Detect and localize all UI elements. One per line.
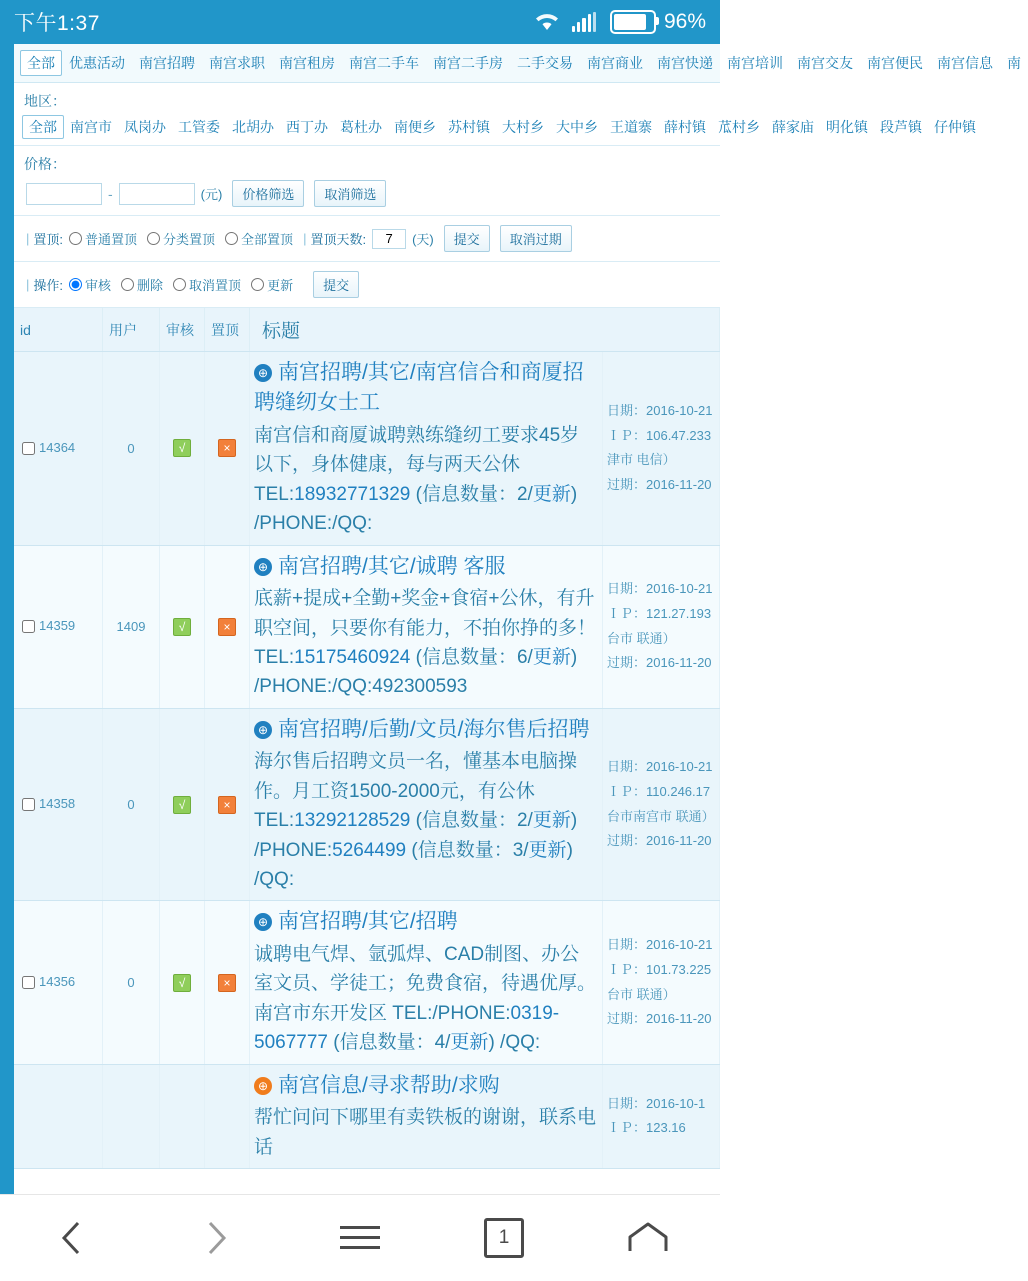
globe-icon: ⊕ bbox=[254, 364, 272, 382]
nav-tab-8[interactable]: 南宫商业 bbox=[587, 55, 643, 71]
top-option-radio-1[interactable] bbox=[147, 232, 160, 245]
table-row[interactable] bbox=[14, 1064, 720, 1168]
region-chip-17[interactable]: 仔仲镇 bbox=[934, 119, 976, 135]
menu-icon[interactable] bbox=[312, 1208, 408, 1268]
region-filter-block bbox=[14, 83, 976, 146]
globe-icon: ⊕ bbox=[254, 913, 272, 931]
listing-category-title[interactable] bbox=[254, 358, 598, 419]
cell-user bbox=[103, 1064, 160, 1168]
row-id-label: 14359 bbox=[39, 618, 76, 634]
meta-line-2: 津市 电信） bbox=[607, 452, 676, 468]
desc-part-4: ) /PHONE:/QQ: bbox=[254, 483, 578, 535]
nav-tab-4[interactable]: 南宫租房 bbox=[279, 55, 335, 71]
desc-part-4: ) /QQ: bbox=[488, 1032, 541, 1054]
region-chip-4[interactable]: 北胡办 bbox=[232, 119, 274, 135]
region-chip-14[interactable]: 薛家庙 bbox=[772, 119, 814, 135]
operation-label-0: 审核 bbox=[85, 278, 112, 293]
cell-meta bbox=[603, 708, 720, 901]
desc-part-2: (信息数量：6/ bbox=[410, 646, 533, 668]
meta-line-3: 过期：2016-11-20 bbox=[607, 833, 712, 849]
globe-icon: ⊕ bbox=[254, 721, 272, 739]
meta-line-0: 日期：2016-10-21 bbox=[607, 402, 713, 418]
operation-label-3: 更新 bbox=[267, 278, 294, 293]
cell-user: 0 bbox=[103, 352, 160, 546]
globe-icon: ⊕ bbox=[254, 558, 272, 576]
nav-tab-11[interactable]: 南宫交友 bbox=[797, 55, 853, 71]
region-chip-5[interactable]: 西丁办 bbox=[286, 119, 328, 135]
cell-content bbox=[250, 352, 603, 546]
region-chip-3[interactable]: 工管委 bbox=[178, 119, 220, 135]
operation-radio-1[interactable] bbox=[121, 278, 134, 291]
cell-user: 0 bbox=[103, 708, 160, 901]
nav-tab-9[interactable]: 南宫快递 bbox=[657, 55, 713, 71]
back-icon[interactable] bbox=[24, 1208, 120, 1268]
listing-category-text: 南宫招聘/其它/诚聘 客服 bbox=[278, 554, 506, 578]
region-chip-1[interactable]: 南宫市 bbox=[70, 119, 112, 135]
header-top: 置顶 bbox=[205, 308, 250, 352]
meta-line-1: ＩＰ：123.16 bbox=[607, 1120, 686, 1136]
operation-option-3[interactable] bbox=[251, 275, 293, 294]
battery-icon bbox=[610, 10, 656, 34]
row-id-label: 14358 bbox=[39, 796, 76, 812]
cell-meta bbox=[603, 901, 720, 1064]
listing-table-head bbox=[14, 308, 720, 352]
listing-category-title[interactable] bbox=[254, 715, 598, 745]
operation-radio-3[interactable] bbox=[251, 278, 264, 291]
desc-part-1[interactable]: 0319-5067777 bbox=[254, 1002, 560, 1054]
top-option-2[interactable] bbox=[225, 229, 293, 248]
region-label: 地区： bbox=[24, 93, 66, 109]
cell-top[interactable] bbox=[205, 352, 250, 546]
browser-bottom-nav bbox=[0, 1194, 720, 1281]
top-option-label-2: 全部置顶 bbox=[241, 232, 294, 247]
top-days-label: 置顶天数: bbox=[310, 232, 367, 247]
top-option-radio-0[interactable] bbox=[69, 232, 82, 245]
operation-section-label: 操作: bbox=[33, 278, 64, 293]
listing-table-body bbox=[14, 352, 720, 1169]
wifi-icon bbox=[534, 12, 560, 32]
top-option-radio-2[interactable] bbox=[225, 232, 238, 245]
listing-category-text: 南宫招聘/其它/招聘 bbox=[278, 910, 458, 934]
top-days-unit: (天) bbox=[412, 232, 434, 247]
top-days-input[interactable] bbox=[372, 229, 406, 249]
top-cancel-icon[interactable]: × bbox=[218, 796, 236, 814]
table-row[interactable] bbox=[14, 708, 720, 901]
cell-top[interactable] bbox=[205, 545, 250, 708]
top-setting-row bbox=[22, 222, 712, 255]
cell-content bbox=[250, 1064, 603, 1168]
desc-part-1[interactable]: 18932771329 bbox=[294, 483, 411, 505]
top-setting-block bbox=[14, 216, 720, 262]
cell-id bbox=[14, 1064, 103, 1168]
listing-description bbox=[254, 584, 598, 702]
divider-bar-3: | bbox=[26, 277, 30, 292]
desc-part-3[interactable]: 更新 bbox=[450, 1032, 489, 1054]
desc-part-6: (信息数量：3/ bbox=[406, 839, 529, 861]
top-cancel-icon[interactable]: × bbox=[218, 974, 236, 992]
check-ok-icon[interactable]: √ bbox=[173, 796, 191, 814]
desc-part-0: 南宫信和商厦诚聘熟练缝纫工要求45岁以下，身体健康，每与两天公休 TEL: bbox=[254, 424, 580, 505]
listing-description bbox=[254, 940, 598, 1058]
cell-content bbox=[250, 901, 603, 1064]
meta-line-0: 日期：2016-10-21 bbox=[607, 759, 713, 775]
operation-label-1: 删除 bbox=[137, 278, 164, 293]
nav-tab-3[interactable]: 南宫求职 bbox=[209, 55, 265, 71]
region-chip-6[interactable]: 葛杜办 bbox=[340, 119, 382, 135]
desc-part-1[interactable]: 13292128529 bbox=[294, 810, 411, 832]
cell-top[interactable] bbox=[205, 901, 250, 1064]
forward-icon[interactable] bbox=[168, 1208, 264, 1268]
cell-meta bbox=[603, 352, 720, 546]
operation-option-1[interactable] bbox=[121, 275, 163, 294]
operation-radio-0[interactable] bbox=[69, 278, 82, 291]
battery-percent: 96% bbox=[663, 10, 706, 33]
listing-category-title[interactable] bbox=[254, 1071, 598, 1101]
meta-line-3: 过期：2016-11-20 bbox=[607, 1011, 712, 1027]
price-cancel-filter-button[interactable]: 取消筛选 bbox=[314, 180, 386, 207]
operation-radio-2[interactable] bbox=[173, 278, 186, 291]
nav-tab-14[interactable]: 南 bbox=[1007, 55, 1021, 71]
header-check: 审核 bbox=[160, 308, 205, 352]
desc-part-3[interactable]: 更新 bbox=[532, 646, 571, 668]
listing-description bbox=[254, 421, 598, 539]
meta-line-0: 日期：2016-10-21 bbox=[607, 581, 713, 597]
row-id-label: 14356 bbox=[39, 973, 76, 989]
divider-bar: | bbox=[26, 231, 30, 246]
listing-category-title[interactable] bbox=[254, 907, 598, 937]
top-option-label-1: 分类置顶 bbox=[163, 232, 216, 247]
tab-count-label: 1 bbox=[484, 1218, 524, 1258]
listing-description bbox=[254, 1103, 598, 1162]
desc-part-0: 帮忙问问下哪里有卖铁板的谢谢，联系电话 bbox=[254, 1107, 597, 1158]
top-cancel-icon[interactable]: × bbox=[218, 439, 236, 457]
cell-id bbox=[14, 545, 103, 708]
top-submit-button[interactable]: 提交 bbox=[444, 225, 490, 252]
desc-part-2: (信息数量：2/ bbox=[410, 810, 533, 832]
cell-content bbox=[250, 708, 603, 901]
nav-tab-6[interactable]: 南宫二手房 bbox=[433, 55, 503, 71]
check-ok-icon[interactable]: √ bbox=[173, 439, 191, 457]
tab-count-button[interactable] bbox=[456, 1208, 552, 1268]
desc-part-5[interactable]: 5264499 bbox=[332, 839, 407, 861]
desc-part-0: 海尔售后招聘文员一名，懂基本电脑操作。月工资1500-2000元，有公休 TEL: bbox=[254, 751, 578, 832]
desc-part-4: ) /PHONE:/QQ:492300593 bbox=[254, 646, 578, 698]
meta-line-1: ＩＰ：106.47.233 bbox=[607, 427, 712, 443]
nav-tab-12[interactable]: 南宫便民 bbox=[867, 55, 923, 71]
listing-header-row bbox=[14, 308, 720, 352]
region-chip-2[interactable]: 凤岗办 bbox=[124, 119, 166, 135]
price-filter-button[interactable]: 价格筛选 bbox=[232, 180, 304, 207]
cell-id bbox=[14, 708, 103, 901]
status-clock: 下午1:37 bbox=[14, 12, 100, 35]
cell-meta bbox=[603, 1064, 720, 1168]
meta-line-1: ＩＰ：121.27.193 bbox=[607, 606, 712, 622]
region-chip-0[interactable]: 全部 bbox=[22, 115, 64, 139]
row-id-label: 14364 bbox=[39, 439, 76, 455]
price-max-input[interactable] bbox=[119, 183, 195, 205]
region-chip-10[interactable]: 大中乡 bbox=[556, 119, 598, 135]
operation-option-2[interactable] bbox=[173, 275, 241, 294]
operation-row bbox=[22, 268, 712, 301]
operation-block bbox=[14, 262, 720, 308]
signal-icon bbox=[572, 12, 598, 32]
meta-line-3: 过期：2016-11-20 bbox=[607, 477, 712, 492]
listing-table bbox=[14, 308, 720, 1169]
cell-check[interactable] bbox=[160, 545, 205, 708]
category-tab-bar[interactable] bbox=[14, 44, 1021, 83]
status-bar bbox=[0, 0, 720, 44]
meta-line-3: 过期：2016-11-20 bbox=[607, 655, 712, 671]
region-chip-12[interactable]: 薛村镇 bbox=[664, 119, 706, 135]
cell-content bbox=[250, 545, 603, 708]
operation-option-0[interactable] bbox=[69, 275, 111, 294]
divider-bar-2: | bbox=[303, 231, 307, 246]
region-chip-9[interactable]: 大村乡 bbox=[502, 119, 544, 135]
desc-part-3[interactable]: 更新 bbox=[532, 483, 571, 505]
desc-part-4: ) /PHONE: bbox=[254, 810, 578, 861]
home-icon[interactable] bbox=[600, 1208, 696, 1268]
meta-line-0: 日期：2016-10-21 bbox=[607, 937, 713, 953]
check-ok-icon[interactable]: √ bbox=[173, 618, 191, 636]
table-row[interactable] bbox=[14, 352, 720, 546]
operation-label-2: 取消置顶 bbox=[189, 278, 242, 293]
table-row[interactable] bbox=[14, 901, 720, 1064]
nav-tab-1[interactable]: 优惠活动 bbox=[69, 55, 125, 71]
operation-submit-button[interactable]: 提交 bbox=[313, 271, 359, 298]
row-select-checkbox[interactable] bbox=[22, 442, 35, 455]
price-separator: - bbox=[108, 185, 113, 202]
listing-category-text: 南宫招聘/其它/南宫信合和商厦招聘缝纫女士工 bbox=[254, 361, 584, 415]
nav-tab-2[interactable]: 南宫招聘 bbox=[139, 55, 195, 71]
row-select-checkbox[interactable] bbox=[22, 798, 35, 811]
globe-icon-orange: ⊕ bbox=[254, 1077, 272, 1095]
nav-tab-0[interactable]: 全部 bbox=[20, 50, 62, 76]
top-cancel-expire-button[interactable]: 取消过期 bbox=[500, 225, 572, 252]
price-min-input[interactable] bbox=[26, 183, 102, 205]
top-setting-section-label: 置顶: bbox=[33, 232, 64, 247]
nav-tab-7[interactable]: 二手交易 bbox=[517, 55, 573, 71]
nav-tab-5[interactable]: 南宫二手车 bbox=[349, 55, 419, 71]
cell-check[interactable] bbox=[160, 352, 205, 546]
listing-category-text: 南宫招聘/后勤/文员/海尔售后招聘 bbox=[278, 717, 590, 741]
price-label: 价格： bbox=[24, 156, 66, 172]
desc-part-0: 底薪+提成+全勤+奖金+食宿+公休，有升职空间，只要你有能力，不拍你挣的多！ TEL: bbox=[254, 588, 597, 668]
browser-viewport bbox=[0, 44, 1021, 1194]
row-select-checkbox[interactable] bbox=[22, 976, 35, 989]
nav-tab-13[interactable]: 南宫信息 bbox=[937, 55, 993, 71]
price-unit-label: (元) bbox=[200, 187, 223, 202]
cell-meta bbox=[603, 545, 720, 708]
meta-line-2: 台市 联通） bbox=[607, 986, 676, 1002]
listing-description bbox=[254, 747, 598, 894]
listing-category-title[interactable] bbox=[254, 552, 598, 582]
meta-line-1: ＩＰ：110.246.17 bbox=[607, 783, 711, 799]
desc-part-1[interactable]: 15175460924 bbox=[294, 646, 411, 668]
desc-part-2: (信息数量：2/ bbox=[410, 483, 533, 505]
region-chip-7[interactable]: 南便乡 bbox=[394, 119, 436, 135]
price-range-row bbox=[22, 178, 712, 209]
meta-line-2: 台市 联通） bbox=[607, 630, 676, 646]
header-title: 标题 bbox=[250, 308, 720, 352]
cell-top[interactable] bbox=[205, 1064, 250, 1168]
header-user: 用户 bbox=[103, 308, 160, 352]
check-ok-icon[interactable]: √ bbox=[173, 974, 191, 992]
top-option-0[interactable] bbox=[69, 229, 137, 248]
top-option-1[interactable] bbox=[147, 229, 215, 248]
desc-part-3[interactable]: 更新 bbox=[532, 810, 571, 832]
page-content bbox=[14, 44, 1021, 1194]
cell-user: 0 bbox=[103, 901, 160, 1064]
desc-part-7[interactable]: 更新 bbox=[528, 839, 567, 861]
price-filter-block bbox=[14, 146, 720, 216]
region-chip-13[interactable]: 苽村乡 bbox=[718, 119, 760, 135]
desc-part-8: ) /QQ: bbox=[254, 839, 573, 890]
region-chip-11[interactable]: 王道寨 bbox=[610, 119, 652, 135]
cell-user: 1409 bbox=[103, 545, 160, 708]
cell-check[interactable] bbox=[160, 1064, 205, 1168]
cell-check[interactable] bbox=[160, 901, 205, 1064]
meta-line-1: ＩＰ：101.73.225 bbox=[607, 961, 712, 977]
cell-id bbox=[14, 352, 103, 546]
desc-part-0: 诚聘电气焊、氩弧焊、CAD制图、办公室文员、学徒工；免费食宿，待遇优厚。 南宫市东开发区 TEL:/PHONE: bbox=[254, 943, 597, 1024]
meta-line-0: 日期：2016-10-1 bbox=[607, 1095, 706, 1111]
table-row[interactable] bbox=[14, 545, 720, 708]
top-option-label-0: 普通置顶 bbox=[85, 232, 138, 247]
region-chip-16[interactable]: 段芦镇 bbox=[880, 119, 922, 135]
header-id: id bbox=[14, 308, 103, 352]
listing-category-text: 南宫信息/寻求帮助/求购 bbox=[278, 1073, 500, 1097]
cell-check[interactable] bbox=[160, 708, 205, 901]
row-select-checkbox[interactable] bbox=[22, 620, 35, 633]
cell-id bbox=[14, 901, 103, 1064]
region-chip-row[interactable] bbox=[22, 115, 976, 139]
region-chip-8[interactable]: 苏村镇 bbox=[448, 119, 490, 135]
desc-part-2: (信息数量：4/ bbox=[327, 1032, 451, 1054]
cell-top[interactable] bbox=[205, 708, 250, 901]
meta-line-2: 台市南宫市 联通） bbox=[607, 808, 715, 824]
region-chip-15[interactable]: 明化镇 bbox=[826, 119, 868, 135]
top-cancel-icon[interactable]: × bbox=[218, 618, 236, 636]
nav-tab-10[interactable]: 南宫培训 bbox=[727, 55, 783, 71]
